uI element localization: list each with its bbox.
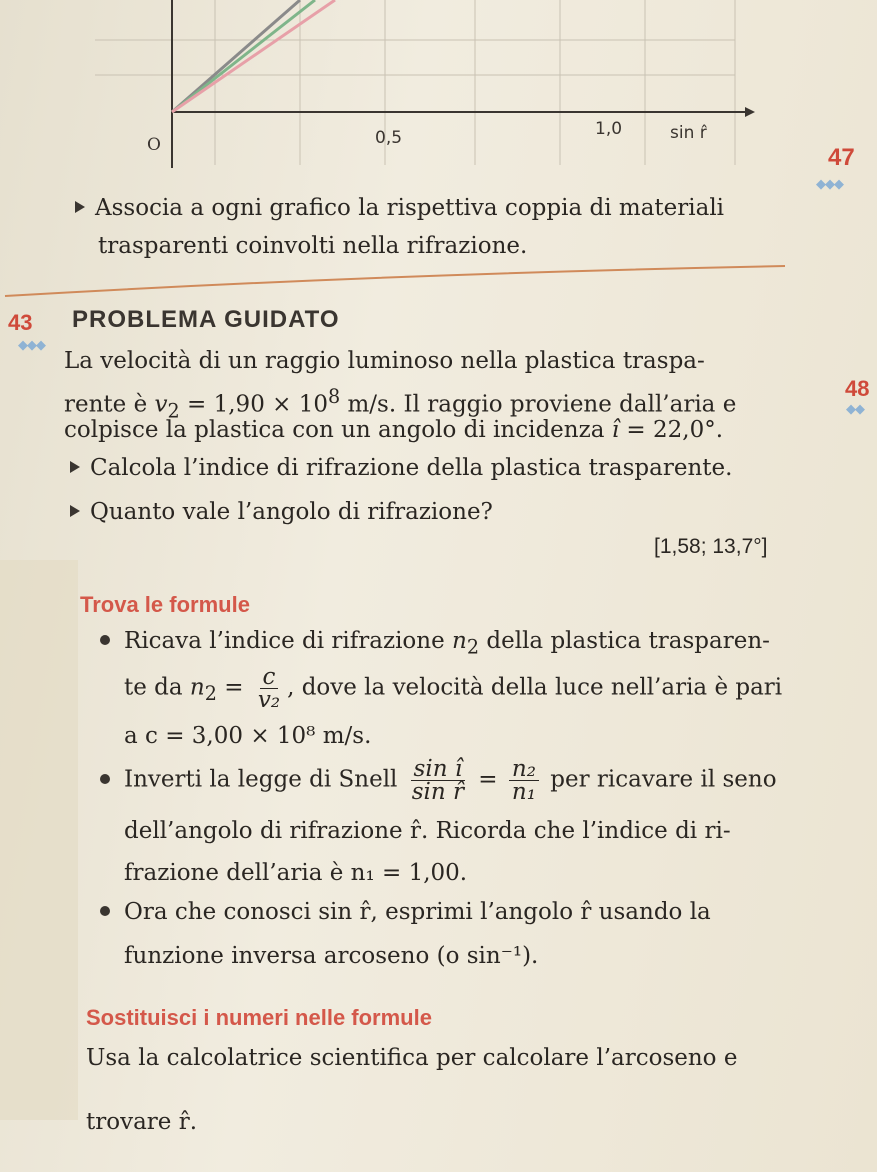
graph-x-arrow bbox=[745, 107, 755, 117]
exercise-48-difficulty: ◆◆ bbox=[846, 402, 864, 417]
problem-task1-text: Calcola l’indice di rifrazione della plastica trasparente. bbox=[90, 455, 733, 481]
fraction-n2-over-n1 bbox=[509, 758, 539, 803]
graph-tick-10: 1,0 bbox=[595, 119, 623, 139]
problem-task2 bbox=[70, 496, 493, 529]
exercise-48-number: 48 bbox=[845, 376, 870, 401]
margin-strip bbox=[0, 560, 78, 1120]
problem-v-sub: 2 bbox=[167, 399, 180, 423]
graph-tick-05: 0,5 bbox=[375, 128, 403, 148]
exercise-47-difficulty: ◆◆◆ bbox=[816, 177, 843, 192]
frac-num: c bbox=[260, 666, 279, 689]
formula-bullet1-line2 bbox=[124, 666, 782, 711]
problem-line3 bbox=[64, 414, 723, 447]
f2-b: per ricavare il seno bbox=[542, 766, 777, 793]
substitute-line2: trovare r̂. bbox=[86, 1109, 198, 1135]
fraction-c-over-v2 bbox=[255, 666, 283, 711]
frac1-num: sin î bbox=[411, 758, 466, 781]
problem-heading: PROBLEMA GUIDATO bbox=[72, 306, 340, 333]
f1-line2-n: n bbox=[189, 674, 205, 701]
frac1-den: sin r̂ bbox=[411, 779, 464, 805]
bullet-dot-icon bbox=[100, 774, 110, 784]
formula-bullet2-line3: frazione dell’aria è n₁ = 1,00. bbox=[124, 860, 468, 886]
formula-bullet3-line1 bbox=[100, 896, 711, 929]
problem-difficulty: ◆◆◆ bbox=[18, 338, 45, 353]
formula-bullet2-line1 bbox=[100, 758, 777, 803]
exercise-47-line1 bbox=[75, 192, 724, 225]
formula-bullet1-line1 bbox=[100, 625, 770, 664]
frac-den: v₂ bbox=[257, 687, 281, 713]
f1-b: della plastica trasparen- bbox=[479, 628, 770, 654]
problem-exp: 8 bbox=[327, 385, 341, 408]
f1-line2-eq: = bbox=[216, 674, 251, 701]
exercise-47-line2: trasparenti coinvolti nella rifrazione. bbox=[98, 233, 528, 259]
problem-task2-text: Quanto vale l’angolo di rifrazione? bbox=[90, 499, 493, 525]
substitute-title: Sostituisci i numeri nelle formule bbox=[86, 1005, 432, 1030]
graph-grid bbox=[95, 0, 735, 165]
problem-number: 43 bbox=[8, 310, 33, 335]
problem-line1: La velocità di un raggio luminoso nella plastica traspa- bbox=[64, 348, 705, 374]
formula-bullet2-line2: dell’angolo di rifrazione r̂. Ricorda che l’indice di ri- bbox=[124, 818, 731, 844]
substitute-line1: Usa la calcolatrice scientifica per calcolare l’arcoseno e bbox=[86, 1045, 738, 1071]
fraction-sin-i-over-sin-r bbox=[409, 758, 467, 803]
refraction-graph bbox=[85, 0, 755, 170]
f2-eq: = bbox=[471, 766, 505, 793]
formulas-title: Trova le formule bbox=[80, 592, 250, 617]
bullet-dot-icon bbox=[100, 635, 110, 645]
problem-line3-a: colpisce la plastica con un angolo di incidenza bbox=[64, 417, 612, 443]
problem-v-symbol: v bbox=[154, 391, 168, 418]
f1-line2-a: te da bbox=[124, 674, 190, 701]
arrow-bullet-icon bbox=[70, 505, 80, 517]
f1-a: Ricava l’indice di rifrazione bbox=[124, 628, 453, 654]
problem-answer: [1,58; 13,7°] bbox=[654, 535, 768, 558]
exercise-47-text1: Associa a ogni grafico la rispettiva coppia di materiali bbox=[95, 195, 725, 221]
graph-origin-label: O bbox=[147, 135, 161, 155]
arrow-bullet-icon bbox=[70, 461, 80, 473]
f1-line2-b: , dove la velocità della luce nell’aria è pari bbox=[287, 674, 783, 701]
problem-line2-d: m/s. Il raggio proviene dall’aria e bbox=[340, 391, 737, 418]
exercise-47-number: 47 bbox=[828, 144, 855, 171]
problem-line2-c: = 1,90 × 10 bbox=[179, 391, 328, 418]
frac2-num: n₂ bbox=[509, 758, 539, 781]
problem-task1 bbox=[70, 452, 732, 485]
arrow-bullet-icon bbox=[75, 201, 85, 213]
f3-line1: Ora che conosci sin r̂, esprimi l’angolo r̂ usando la bbox=[124, 899, 711, 925]
problem-i-symbol: î bbox=[611, 417, 620, 443]
f1-sub: 2 bbox=[466, 635, 480, 659]
f1-n: n bbox=[452, 628, 467, 654]
graph-axis-label: sin r̂ bbox=[670, 123, 707, 143]
frac2-den: n₁ bbox=[511, 779, 536, 805]
graph-line-pink bbox=[172, 0, 335, 112]
formula-bullet1-line3: a c = 3,00 × 10⁸ m/s. bbox=[124, 723, 372, 749]
problem-line2-a: rente è bbox=[64, 391, 155, 418]
f2-a: Inverti la legge di Snell bbox=[124, 766, 405, 793]
section-divider bbox=[0, 262, 790, 302]
problem-line3-c: = 22,0°. bbox=[619, 417, 724, 443]
formula-bullet3-line2: funzione inversa arcoseno (o sin⁻¹). bbox=[124, 943, 539, 969]
graph-line-green bbox=[172, 0, 315, 112]
bullet-dot-icon bbox=[100, 906, 110, 916]
f1-line2-sub: 2 bbox=[204, 682, 217, 706]
